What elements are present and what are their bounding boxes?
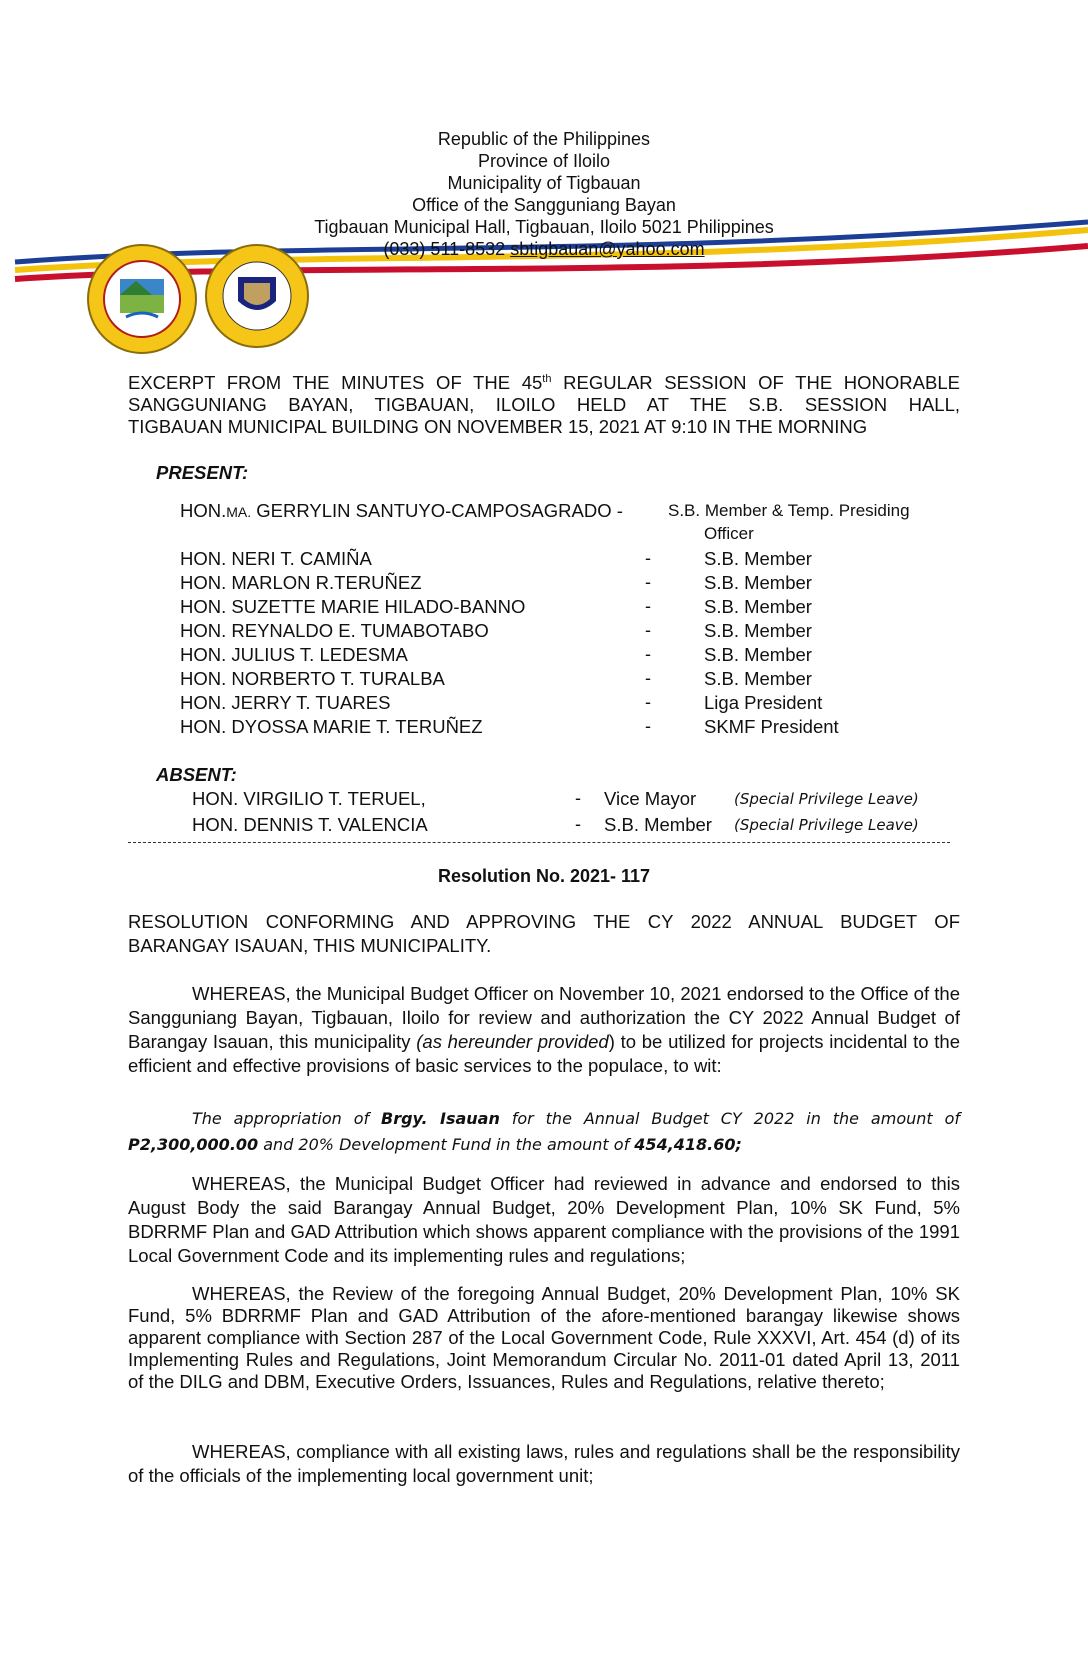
- present-member-role: S.B. Member: [704, 668, 812, 689]
- present-first-name: HON.MA. GERRYLIN SANTUYO-CAMPOSAGRADO -: [180, 500, 623, 521]
- header-republic: Republic of the Philippines: [437, 129, 651, 149]
- present-member-name: HON. JERRY T. TUARES: [180, 692, 391, 713]
- excerpt-heading: [128, 368, 960, 438]
- present-dash: -: [645, 572, 651, 592]
- present-member-role: SKMF President: [704, 716, 839, 737]
- present-member-name: HON. NERI T. CAMIÑA: [180, 548, 372, 569]
- absent-heading: ABSENT:: [156, 764, 237, 785]
- absent-member-note: (Special Privilege Leave): [734, 790, 919, 808]
- resolution-number: Resolution No. 2021- 117: [437, 866, 651, 886]
- absent-dash: -: [575, 788, 581, 808]
- present-member-role: S.B. Member: [704, 572, 812, 593]
- present-dash: -: [645, 548, 651, 568]
- absent-member-role: S.B. Member: [604, 814, 712, 835]
- absent-member-note: (Special Privilege Leave): [734, 816, 919, 834]
- resolution-title-line-2: BARANGAY ISAUAN, THIS MUNICIPALITY.: [128, 935, 492, 956]
- absent-member-name: HON. VIRGILIO T. TERUEL,: [192, 788, 426, 809]
- present-member-role: S.B. Member: [704, 596, 812, 617]
- present-dash: -: [645, 692, 651, 712]
- appropriation-text: The appropriation of Brgy. Isauan for the Annual Budget CY 2022 in the amount of P2,300,000.00 and 20% Development Fund in the amount of 454,418.60;: [128, 1109, 960, 1154]
- resolution-title: [128, 910, 960, 958]
- resolution-title-line-1: RESOLUTION CONFORMING AND APPROVING THE CY 2022 ANNUAL BUDGET OF: [128, 911, 960, 932]
- header-office: Office of the Sangguniang Bayan: [412, 195, 676, 215]
- whereas-2: WHEREAS, the Municipal Budget Officer had reviewed in advance and endorsed to this August Body the said Barangay Annual Budget, 20% Development Plan, 10% SK Fund, 5% BDRRMF Plan and GAD Attribution which shows apparent compliance with the provisions of the 1991 Local Government Code and its implementing rules and regulations;: [128, 1173, 960, 1266]
- header-contact: [0, 238, 1088, 260]
- present-dash: -: [645, 716, 651, 736]
- present-member-name: HON. NORBERTO T. TURALBA: [180, 668, 445, 689]
- present-dash: -: [645, 644, 651, 664]
- header-address: Tigbauan Municipal Hall, Tigbauan, Iloilo 5021 Philippines: [314, 217, 774, 237]
- absent-member-role: Vice Mayor: [604, 788, 697, 809]
- present-dash: -: [645, 620, 651, 640]
- present-member-role: S.B. Member: [704, 644, 812, 665]
- absent-dash: -: [575, 814, 581, 834]
- present-member-role: S.B. Member: [704, 620, 812, 641]
- present-member-name: HON. SUZETTE MARIE HILADO-BANNO: [180, 596, 526, 617]
- present-member-name: HON. MARLON R.TERUÑEZ: [180, 572, 422, 593]
- excerpt-line-1: EXCERPT FROM THE MINUTES OF THE 45th REGULAR SESSION OF THE HONORABLE: [128, 372, 960, 394]
- present-first-role-cont: Officer: [704, 524, 754, 543]
- absent-member-name: HON. DENNIS T. VALENCIA: [192, 814, 428, 835]
- header-email-link[interactable]: sbtigbauan@yahoo.com: [510, 239, 705, 259]
- header-province: Province of Iloilo: [477, 151, 611, 171]
- excerpt-line-3: TIGBAUAN MUNICIPAL BUILDING ON NOVEMBER 15, 2021 AT 9:10 IN THE MORNING: [128, 416, 868, 438]
- present-dash: -: [645, 668, 651, 688]
- present-first-role: S.B. Member & Temp. Presiding: [668, 501, 910, 520]
- dashed-separator: [128, 842, 950, 843]
- present-member-name: HON. DYOSSA MARIE T. TERUÑEZ: [180, 716, 483, 737]
- present-member-name: HON. REYNALDO E. TUMABOTABO: [180, 620, 489, 641]
- present-heading: PRESENT:: [156, 462, 249, 483]
- whereas-3: WHEREAS, the Review of the foregoing Annual Budget, 20% Development Plan, 10% SK Fund, 5% BDRRMF Plan and GAD Attribution of the afore-mentioned barangay likewise shows apparent compliance with Section 287 of the Local Government Code, Rule XXXVI, Art. 454 (d) of its Implementing Rules and Regulations, Joint Memorandum Circular No. 2011-01 dated April 13, 2011 of the DILG and DBM, Executive Orders, Issuances, Rules and Regulations, relative thereto;: [128, 1283, 960, 1392]
- present-member-role: S.B. Member: [704, 548, 812, 569]
- present-member-name: HON. JULIUS T. LEDESMA: [180, 644, 408, 665]
- present-member-role: Liga President: [704, 692, 823, 713]
- whereas-1: WHEREAS, the Municipal Budget Officer on November 10, 2021 endorsed to the Office of the Sangguniang Bayan, Tigbauan, Iloilo for review and authorization the CY 2022 Annual Budget of Barangay Isauan, this municipality (as hereunder provided) to be utilized for projects incidental to the efficient and effective provisions of basic services to the populace, to wit:: [128, 983, 960, 1076]
- excerpt-line-2: SANGGUNIANG BAYAN, TIGBAUAN, ILOILO HELD AT THE S.B. SESSION HALL,: [128, 394, 960, 416]
- header-municipality: Municipality of Tigbauan: [447, 173, 641, 193]
- present-dash: -: [645, 596, 651, 616]
- header-phone: (033) 511-8532: [383, 239, 506, 259]
- whereas-4: WHEREAS, compliance with all existing laws, rules and regulations shall be the responsibility of the officials of the implementing local government unit;: [128, 1441, 960, 1486]
